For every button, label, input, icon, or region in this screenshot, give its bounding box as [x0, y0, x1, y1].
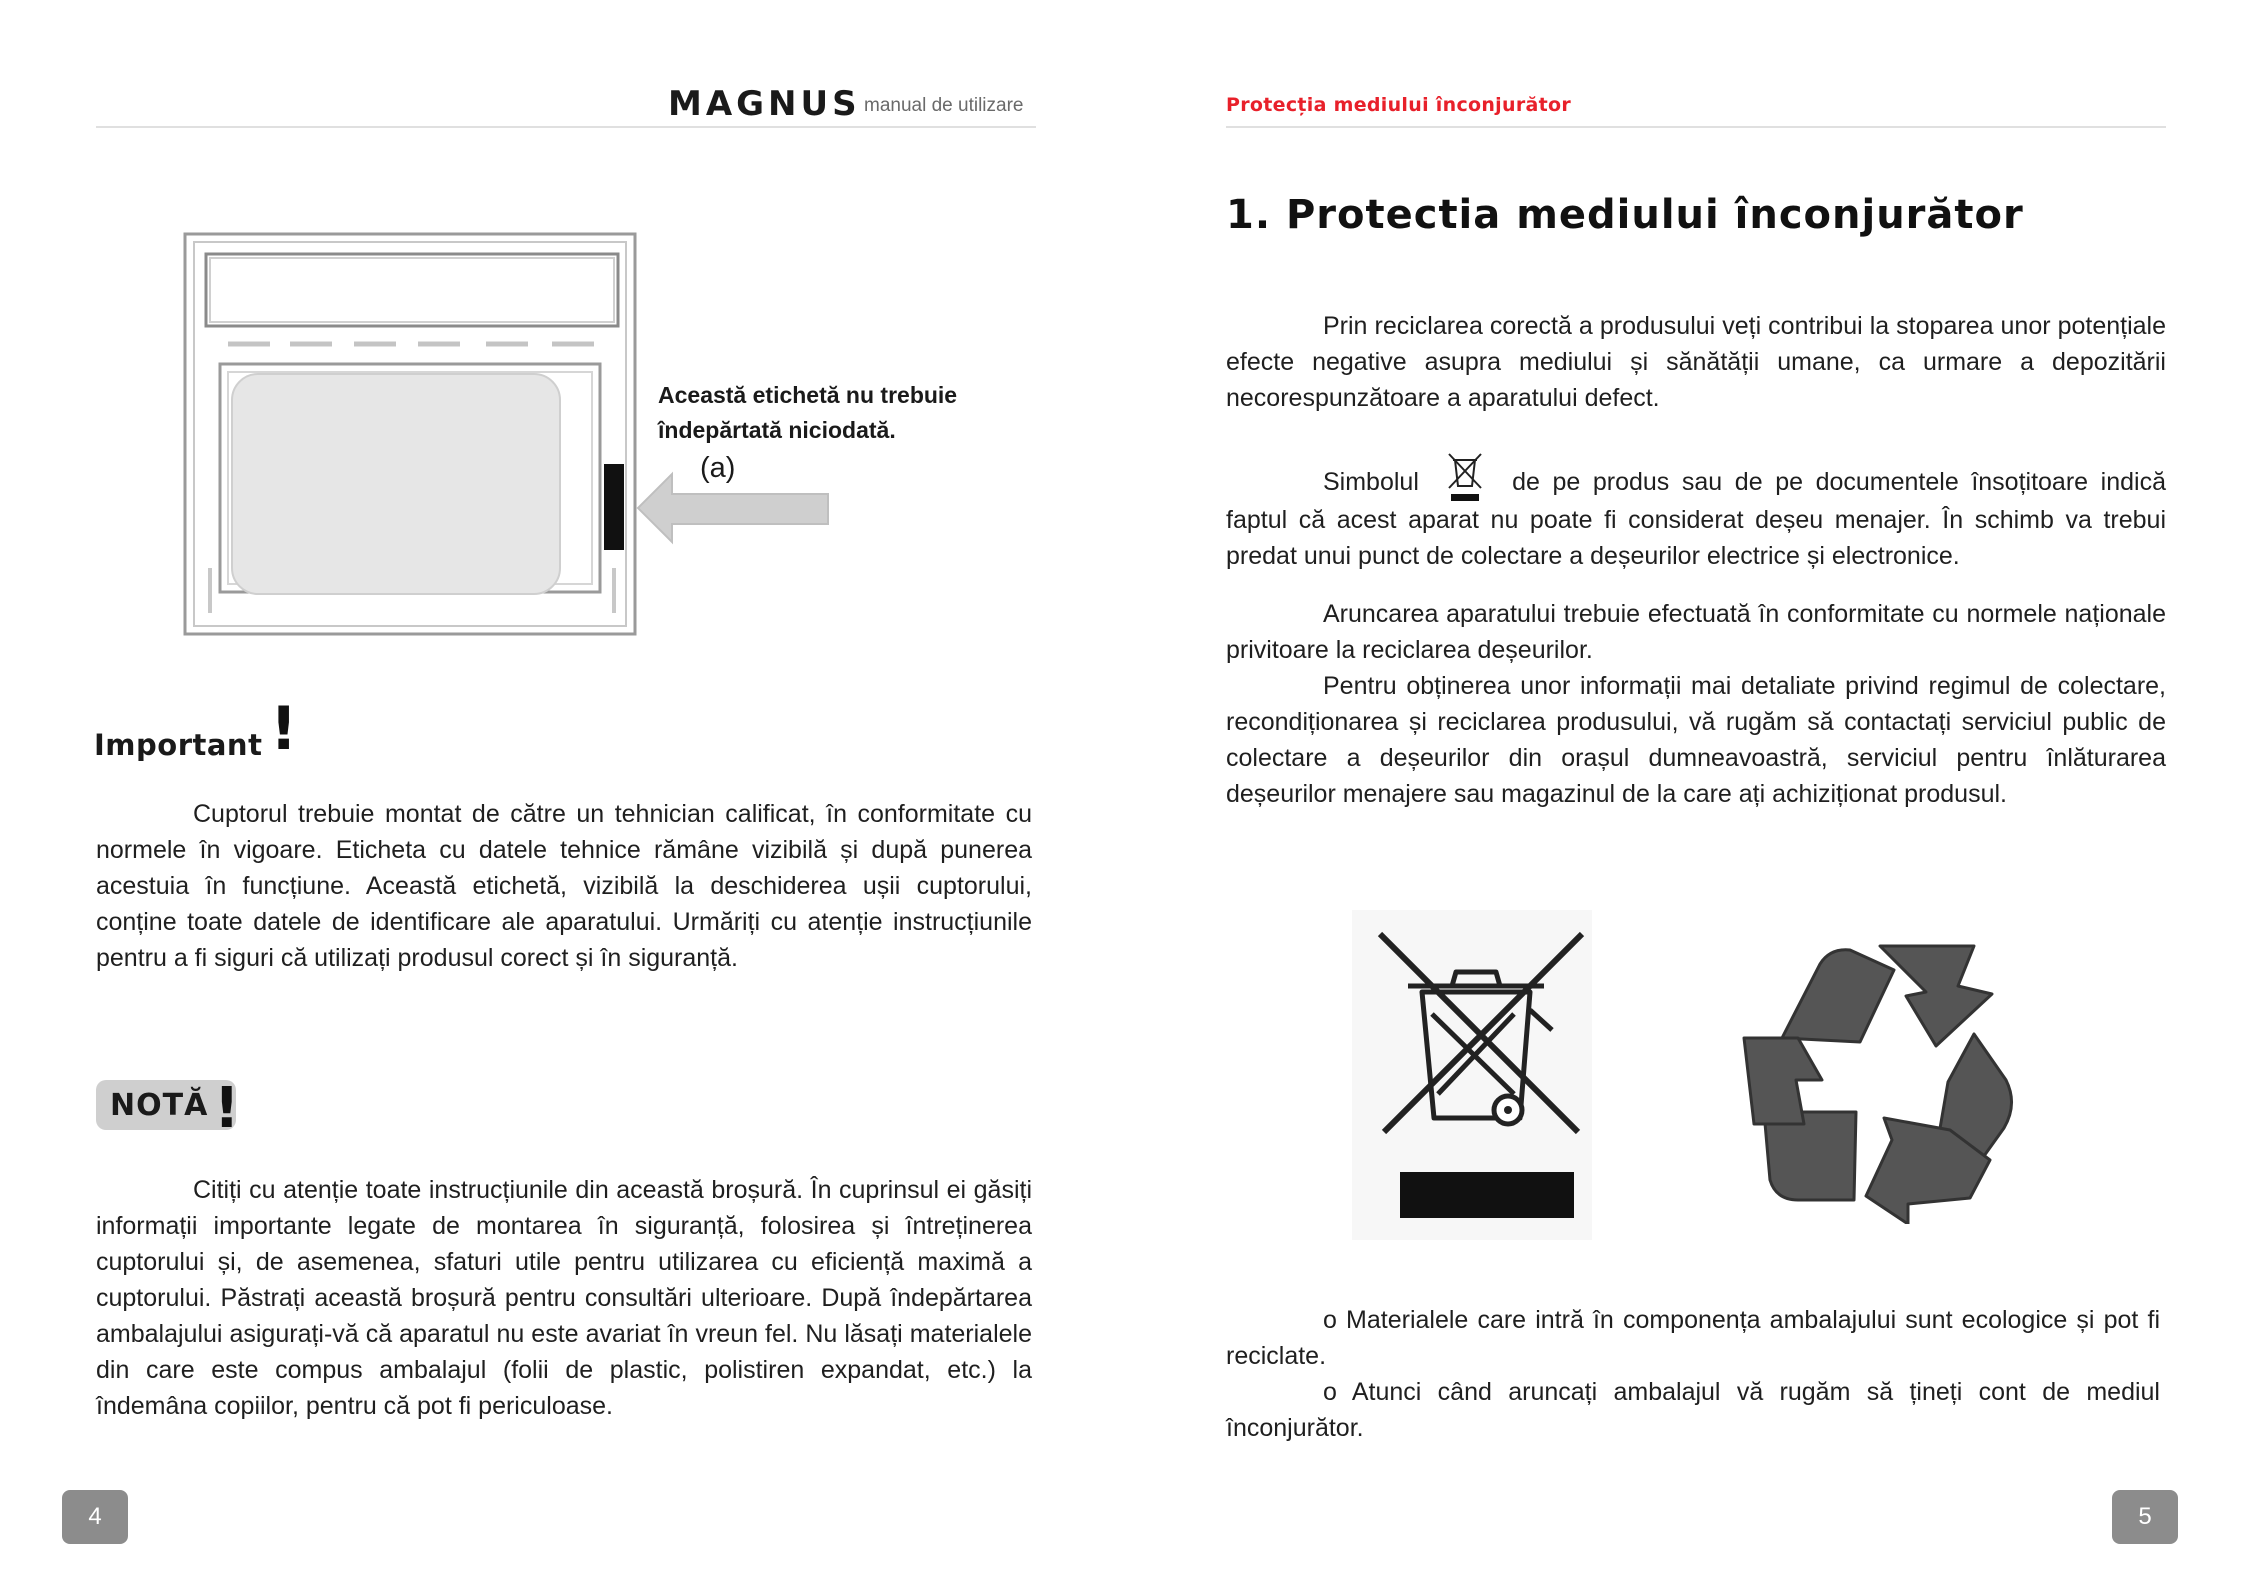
section-title: 1. Protectia mediului înconjurător: [1226, 192, 2024, 238]
exclamation-icon: !: [214, 1076, 240, 1141]
paragraph-recycling: Prin reciclarea corectă a produsului veți contribui la stoparea unor potențiale efecte negative asupra mediului și sănătății umane, ca urmare a depozitării necorespunzătoare a aparatului defect.: [1226, 312, 2166, 412]
bullet-packaging: o Atunci când aruncați ambalajul vă rugăm să țineți cont de mediul înconjurător.: [1226, 1378, 2160, 1442]
important-heading: Important: [94, 728, 263, 762]
label-caption-line1: Această etichetă nu trebuie: [658, 382, 958, 408]
bullet-materials: o Materialele care intră în componența ambalajului sunt ecologice și pot fi reciclate.: [1226, 1306, 2160, 1370]
paragraph-disposal: Aruncarea aparatului trebuie efectuată în conformitate cu normele naționale privitoare la reciclarea deșeurilor.: [1226, 600, 2166, 664]
label-marker: (a): [700, 452, 736, 484]
crossed-out-bin-icon: [1352, 910, 1592, 1240]
header-rule: [1226, 126, 2166, 128]
paragraph-information: Pentru obținerea unor informații mai detaliate privind regimul de colectare, recondiționarea și reciclarea produsului, vă rugăm să contactați serviciul public de colectare a deșeurilor din orașul dumneavoastră, serviciul pentru înlăturarea deșeurilor menajere sau magazinul de la care ați achiziționat produsul.: [1226, 672, 2166, 808]
page-number-left: 4: [62, 1490, 128, 1544]
symbol-label: Simbolul: [1323, 468, 1419, 496]
exclamation-icon: !: [270, 694, 298, 764]
manual-label: manual de utilizare: [864, 95, 1024, 116]
left-page: [0, 0, 1122, 1587]
label-caption-line2: îndepărtată niciodată.: [658, 417, 896, 443]
page-number-right: 5: [2112, 1490, 2178, 1544]
crossed-out-bin-icon: [1445, 452, 1485, 502]
nota-paragraph: Citiți cu atenție toate instrucțiunile din această broșură. În cuprinsul ei găsiți informații importante legate de montarea în siguranță, folosirea și întreținerea cuptorului și, de asemenea, sfaturi utile pentru utilizarea cu eficiență maximă a cuptorului. Păstrați această broșură pentru consultări ulterioare. După îndepărtarea ambalajului asigurați-vă că aparatul nu este avariat în vreun fel. Nu lăsați materialele din care este compus ambalajul (folii de plastic, polistiren expandat, etc.) la îndemâna copiilor, pentru că pot fi periculoase.: [96, 1176, 1032, 1420]
header-rule: [96, 126, 1036, 128]
label-caption: [658, 378, 957, 448]
brand-logo: MAGNUS: [668, 84, 861, 124]
right-page: [1122, 0, 2245, 1587]
symbol-description: de pe produs sau de pe documentele însoțitoare indică faptul că acest aparat nu poate fi considerat deșeu menajer. În schimb va trebui predat unui punct de colectare a deșeurilor electrice și electronice.: [1226, 468, 2166, 570]
recycle-icon: [1738, 934, 2038, 1224]
running-header: Protecția mediului înconjurător: [1226, 94, 1572, 116]
important-paragraph: Cuptorul trebuie montat de către un tehnician calificat, în conformitate cu normele în vigoare. Eticheta cu datele tehnice rămâne vizibilă și după punerea acestuia în funcțiune. Această etichetă, vizibilă la deschiderea ușii cuptorului, conține toate datele de identificare ale aparatului. Urmăriți cu atenție instrucțiunile pentru a fi siguri că utilizați produsul corect și în siguranță.: [96, 800, 1032, 972]
paragraph-symbol: [1226, 452, 2166, 574]
nota-heading: NOTĂ: [110, 1088, 209, 1123]
